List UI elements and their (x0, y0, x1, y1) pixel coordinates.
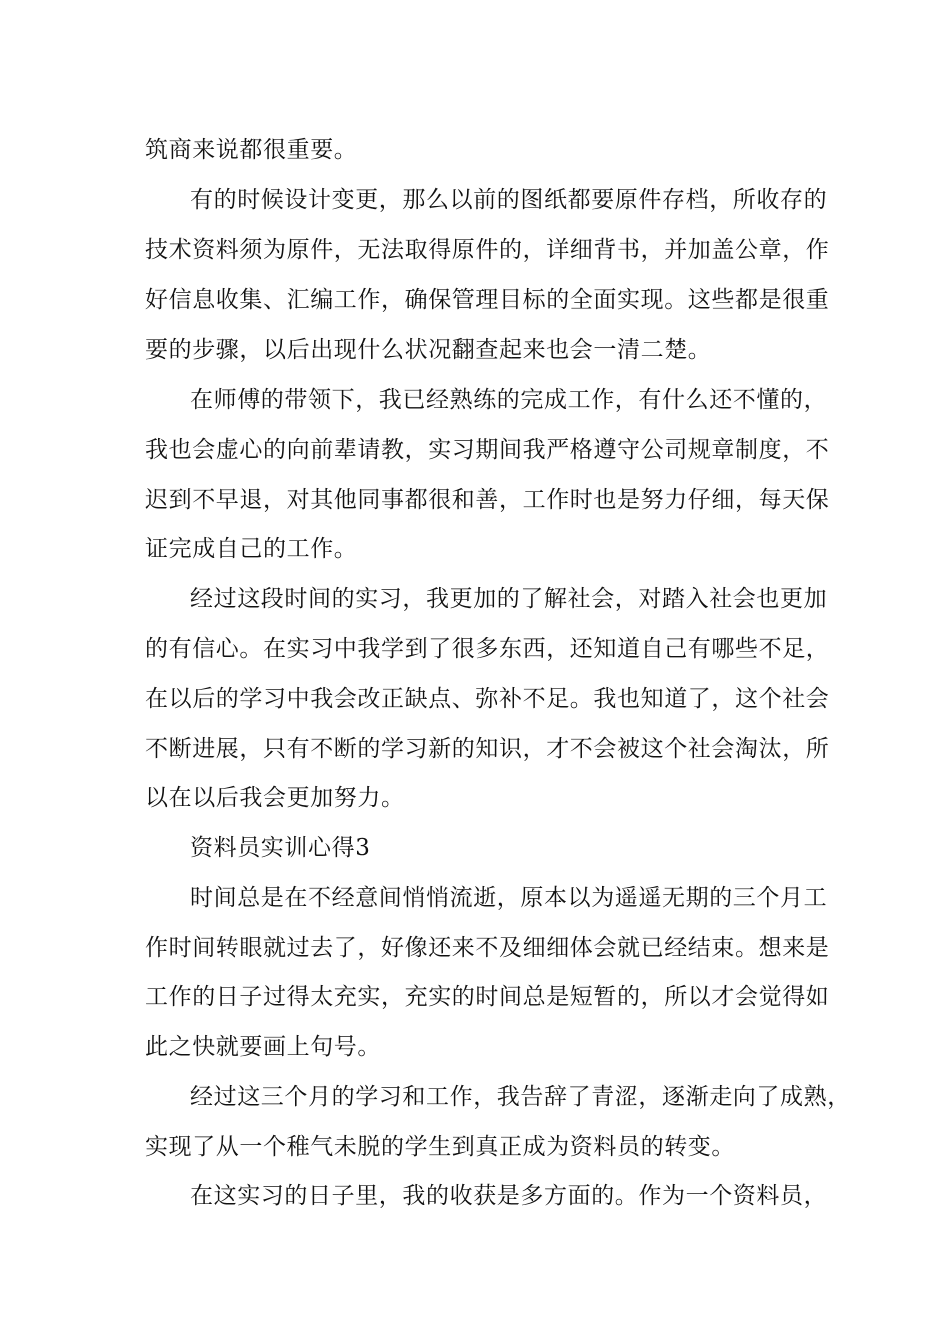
text-line: 在这实习的日子里，我的收获是多方面的。作为一个资料员， (190, 1183, 828, 1209)
text-line: 实现了从一个稚气未脱的学生到真正成为资料员的转变。 (145, 1134, 735, 1160)
text-line: 在以后的学习中我会改正缺点、弥补不足。我也知道了，这个社会 (145, 686, 830, 712)
section-heading: 资料员实训心得3 (190, 835, 371, 861)
text-line: 我也会虚心的向前辈请教，实习期间我严格遵守公司规章制度，不 (145, 437, 830, 463)
text-line: 证完成自己的工作。 (145, 536, 358, 562)
text-line: 在师傅的带领下，我已经熟练的完成工作，有什么还不懂的， (190, 387, 828, 413)
text-line: 工作的日子过得太充实，充实的时间总是短暂的，所以才会觉得如 (145, 984, 830, 1010)
text-line: 时间总是在不经意间悄悄流逝，原本以为遥遥无期的三个月工 (190, 885, 828, 911)
text-line: 经过这三个月的学习和工作，我告辞了青涩，逐渐走向了成熟， (190, 1084, 851, 1110)
text-line: 有的时候设计变更，那么以前的图纸都要原件存档，所收存的 (190, 187, 828, 213)
text-line: 技术资料须为原件，无法取得原件的，详细背书，并加盖公章，作 (145, 237, 830, 263)
text-line: 好信息收集、汇编工作，确保管理目标的全面实现。这些都是很重 (145, 287, 830, 313)
text-line: 以在以后我会更加努力。 (145, 785, 405, 811)
text-line: 要的步骤，以后出现什么状况翻查起来也会一清二楚。 (145, 337, 712, 363)
text-line: 作时间转眼就过去了，好像还来不及细细体会就已经结束。想来是 (145, 935, 830, 961)
text-line: 此之快就要画上句号。 (145, 1034, 381, 1060)
text-line: 筑商来说都很重要。 (145, 137, 358, 163)
text-line: 不断进展，只有不断的学习新的知识，才不会被这个社会淘汰，所 (145, 736, 830, 762)
text-line: 迟到不早退，对其他同事都很和善，工作时也是努力仔细，每天保 (145, 487, 830, 513)
text-line: 经过这段时间的实习，我更加的了解社会，对踏入社会也更加 (190, 586, 828, 612)
text-line: 的有信心。在实习中我学到了很多东西，还知道自己有哪些不足， (145, 636, 830, 662)
